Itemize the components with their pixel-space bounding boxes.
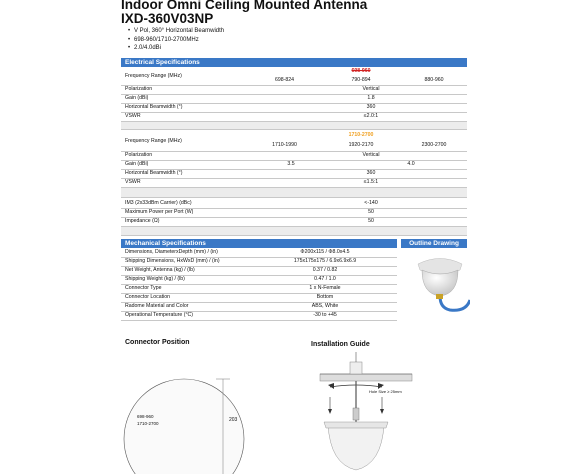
mech-row — [121, 267, 397, 276]
hole-size-note: Hole Size ≥ 25mm — [369, 389, 402, 394]
feature-item: • 698-960/1710-2700MHz — [128, 36, 224, 45]
mech-row — [121, 303, 397, 312]
model-number: IXD-360V03NP — [121, 11, 214, 26]
spec-value: <-140 — [364, 200, 378, 206]
gain-value: 3.5 — [287, 161, 295, 167]
im3-row — [121, 200, 467, 209]
vswr-row — [121, 179, 467, 188]
connector-position-heading: Connector Position — [125, 339, 190, 346]
vswr-label: VSWR — [125, 113, 141, 119]
mech-label: Dimensions, DiameterxDepth (mm) / (in) — [125, 249, 218, 255]
polarization-row — [121, 152, 467, 161]
mech-row — [121, 312, 397, 321]
feature-item: • 2.0/4.0dBi — [128, 44, 224, 53]
gain-label: Gain (dBi) — [125, 161, 149, 167]
band1-subband: 698-824 — [274, 77, 295, 83]
mech-label: Connector Type — [125, 285, 162, 291]
mech-label: Radome Material and Color — [125, 303, 189, 309]
band2-subband: 1920-2170 — [348, 142, 374, 148]
mechanical-heading: Mechanical Specifications — [121, 239, 397, 248]
beamwidth-label: Horizontal Beamwidth (°) — [125, 104, 183, 110]
connector-label-2: 1710-2700 — [137, 421, 159, 426]
band2-header — [248, 132, 467, 152]
mech-value: 0.37 / 0.82 — [312, 267, 338, 273]
gain-value: 4.0 — [407, 161, 415, 167]
antenna-outline-drawing — [410, 250, 470, 320]
mech-row — [121, 276, 397, 285]
band1-subband: 880-960 — [424, 77, 444, 83]
freq-label: Frequency Range (MHz) — [125, 138, 182, 144]
mech-label: Connector Location — [125, 294, 170, 300]
mech-value: 175x175x175 / 6.9x6.9x6.9 — [293, 258, 357, 264]
power-row — [121, 209, 467, 218]
electrical-heading: Electrical Specifications — [121, 58, 467, 67]
spec-value: 50 — [368, 209, 374, 215]
feature-item: • V Pol, 360° Horizontal Beamwidth — [128, 27, 224, 36]
polarization-label: Polarization — [125, 86, 153, 92]
spec-label: Maximum Power per Port (W) — [125, 209, 194, 215]
impedance-row — [121, 218, 467, 227]
band1-name: 698-960 — [351, 68, 371, 74]
polarization-row — [121, 86, 467, 95]
spacer-row — [121, 188, 467, 198]
mech-value: 0.47 / 1.0 — [314, 276, 336, 282]
outline-heading: Outline Drawing — [401, 239, 467, 248]
beamwidth-row — [121, 170, 467, 179]
installation-drawing — [300, 352, 420, 474]
gain-value: 1.8 — [367, 95, 375, 101]
spacer-row — [121, 122, 467, 130]
band2-subband: 1710-1990 — [272, 142, 297, 148]
freq-label: Frequency Range (MHz) — [125, 73, 182, 79]
gain-label: Gain (dBi) — [125, 95, 149, 101]
band2-name: 1710-2700 — [348, 132, 374, 138]
dimension-label: 203 — [229, 417, 238, 423]
beamwidth-value: 360 — [366, 104, 376, 110]
band2-subband: 2300-2700 — [421, 142, 447, 148]
mech-value: 1 x N-Female — [309, 285, 341, 291]
band1-subband: 790-894 — [351, 77, 371, 83]
polarization-value: Vertical — [362, 86, 380, 92]
mech-label: Shipping Dimensions, HxWxD (mm) / (in) — [125, 258, 220, 264]
spec-label: Impedance (Ω) — [125, 218, 160, 224]
gain-row — [121, 161, 467, 170]
vswr-value: ≤2.0:1 — [363, 113, 379, 119]
band1-header — [248, 68, 467, 86]
gain-row — [121, 95, 467, 104]
mech-row — [121, 258, 397, 267]
mech-value: -30 to +45 — [313, 312, 337, 318]
beamwidth-row — [121, 104, 467, 113]
spacer-row — [121, 227, 467, 236]
mech-label: Operational Temperature (°C) — [125, 312, 194, 318]
page-title: Indoor Omni Ceiling Mounted Antenna — [121, 0, 368, 12]
mech-value: Bottom — [316, 294, 334, 300]
beamwidth-value: 360 — [366, 170, 376, 176]
vswr-value: ≤1.5:1 — [363, 179, 379, 185]
polarization-label: Polarization — [125, 152, 153, 158]
connector-label-1: 698-960 — [137, 414, 154, 419]
mech-row — [121, 294, 397, 303]
mech-value: ABS, White — [311, 303, 339, 309]
vswr-row — [121, 113, 467, 122]
mech-value: Φ200x115 / Φ8.0x4.5 — [300, 249, 350, 255]
spec-value: 50 — [368, 218, 374, 224]
spec-label: IM3 (2x33dBm Carrier) (dBc) — [125, 200, 192, 206]
mech-label: Shipping Weight (kg) / (lb) — [125, 276, 185, 282]
mech-row — [121, 249, 397, 258]
feature-list — [128, 27, 224, 53]
beamwidth-label: Horizontal Beamwidth (°) — [125, 170, 183, 176]
mech-label: Net Weight, Antenna (kg) / (lb) — [125, 267, 195, 273]
vswr-label: VSWR — [125, 179, 141, 185]
installation-guide-heading: Installation Guide — [311, 341, 370, 348]
mech-row — [121, 285, 397, 294]
polarization-value: Vertical — [362, 152, 380, 158]
